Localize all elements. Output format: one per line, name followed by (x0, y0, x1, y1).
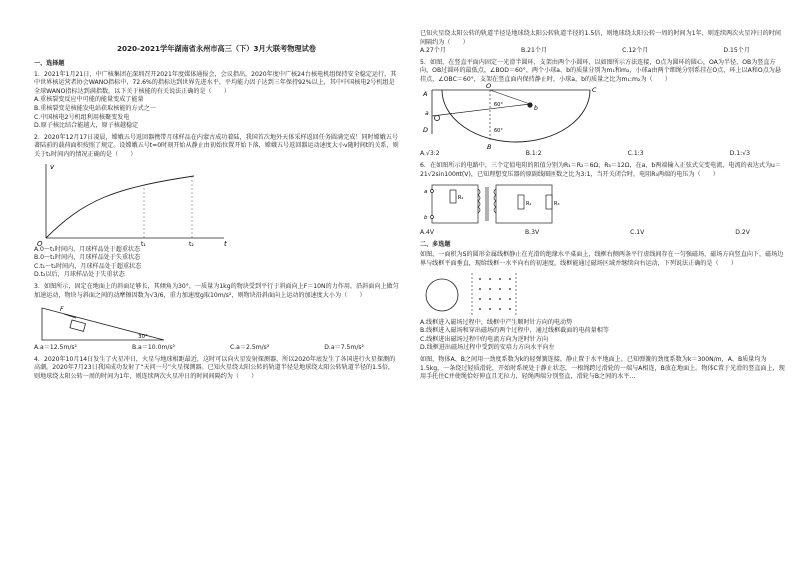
terminal-b (431, 216, 434, 219)
label-b: b (424, 215, 428, 222)
semicircle-figure (420, 84, 620, 150)
v-t-graph-figure (34, 160, 234, 246)
q3-option-b: B.a＝10.0m/s² (131, 344, 176, 352)
label-c: C (592, 86, 597, 95)
question-3-text: 3．如图所示，固定在地面上的斜面足够长，其倾角为30°，一质量为1kg的物块受到平行于斜面向上F＝10N的力作用，沿斜面向上做匀加速运动，物块与斜面之间的动摩擦因数为√3/6，重力加速度g取10m/s²，则物块沿斜面向上运动的加速度大小为（ ） (34, 282, 399, 299)
question-2 (34, 134, 399, 280)
question-4-start (34, 355, 399, 380)
origin-label: O (37, 239, 43, 248)
question-8 (420, 356, 785, 382)
q4-options-row (420, 47, 750, 56)
q5-option-b: B.1:2 (525, 150, 542, 158)
q3-option-a: A.a＝12.5m/s² (34, 344, 78, 352)
section-heading-choice: 一、选择题 (34, 60, 65, 67)
question-1 (34, 71, 399, 131)
label-b: B (487, 143, 492, 152)
q7-option-d: D.线框进出磁场过程中受到的安培力方向水平向左 (420, 344, 555, 352)
q2-option-d: D.t₂以后，月球样品处于失重状态 (34, 271, 125, 279)
q3-options-row (34, 344, 364, 353)
q6-option-b: B.3V (524, 229, 540, 237)
transformer-circuit-figure (420, 179, 620, 229)
q5-options-row (420, 150, 750, 159)
q4-option-a: A.27个月 (420, 47, 446, 54)
q4-option-c: C.12个月 (622, 47, 649, 54)
terminal-a (431, 190, 434, 193)
field-dots (479, 278, 511, 310)
q6-options-row (420, 229, 750, 238)
q2-option-c: C.t₁～t₂时间内，月球样品处于超重状态 (34, 262, 142, 270)
circular-loop (426, 279, 458, 311)
question-4-text-continued: 已知火星绕太阳公转的轨道半径是地球绕太阳公转轨道半径的1.5倍，则地球绕太阳公转一周的时间为1年，则连续两次火星冲日的时间间隔约为（ ） (420, 30, 781, 46)
v-axis-label: v (50, 162, 55, 171)
q5-option-c: C.1:3 (627, 150, 644, 158)
ball-a (434, 116, 439, 121)
rod-ad (432, 104, 530, 116)
resistor-r2 (518, 195, 524, 209)
q1-option-b: B.重核裂变是核能发电站获取核能的方式之一 (34, 104, 156, 112)
question-7 (420, 251, 785, 353)
q6-option-c: C.1V (630, 229, 645, 237)
q1-option-a: A.重核裂变反应中可能的能量变成了能量 (34, 96, 144, 104)
q1-option-d: D.原子核比结合能越大，原子核越稳定 (34, 122, 139, 130)
question-4-text: 4．2020年10月14日发生了火星冲日，火星与地球相距最近，这时可以向火星发射探测器，所以2020年底发生了各国进行火星探测的高潮。2020年7月23日我国成功发射了“天问一号”火星探测器。已知火星绕太阳公转的轨道半径是地球绕太阳公转轨道半径的1.5倍，则地球绕太阳公转一周的时间为1年，则连续两次火星冲日的时间间隔约为（ ） (34, 355, 396, 380)
page-title: 2020-2021学年湖南省永州市高三（下）3月大联考物理试卷 (117, 44, 316, 53)
magnetic-field-figure (420, 269, 620, 319)
label-a: a (424, 189, 428, 196)
label-a: A (423, 90, 428, 99)
ball-b-label: b (534, 105, 538, 113)
q7-option-b: B.线框进入磁场和穿出磁场的两个过程中，通过线框截面的电荷量相等 (420, 327, 609, 335)
question-6 (420, 162, 785, 238)
q3-option-d: D.a＝7.5m/s² (324, 344, 364, 352)
q1-option-c: C.中国核电2号机组利用核聚变发电 (34, 113, 130, 121)
ball-a-label: a (425, 110, 429, 118)
question-2-text: 2．2020年12月17日凌晨，嫦娥五号返回器携带月球样品在内蒙古成功着陆，我国首次地外天体采样返回任务圆满完成！同时嫦娥五号著陆前的载荷面积按照了规定。设嫦娥五号t=0时刻开始从静止由初始位置开始下落，嫦娥五号返回器运动速度大小v随时间t的关系，则关于t₁时间内的情况正确的是（ ） (34, 133, 399, 158)
q3-option-c: C.a＝2.5m/s² (229, 344, 270, 352)
t-axis-label: t (224, 239, 227, 248)
question-3 (34, 283, 399, 353)
label-r1: R₁ (458, 195, 464, 202)
q7-option-a: A.线框进入磁场过程中，线框中产生顺时针方向的电动势 (420, 318, 573, 326)
force-arrow (64, 314, 76, 318)
question-4-continued (420, 30, 785, 56)
section-heading-multi: 二、多选题 (420, 240, 451, 248)
block (70, 320, 86, 331)
v-t-curve (46, 176, 194, 238)
q6-option-d: D.2V (735, 229, 750, 237)
label-r2: R₂ (526, 201, 532, 208)
label-o: O (486, 82, 492, 91)
angle-label: 30° (138, 334, 148, 341)
angle-label-2: 60° (494, 128, 503, 135)
q2-option-b: B.0～t₁时间内，月球样品处于失重状态 (34, 254, 141, 262)
q7-option-c: C.线框进出磁场过程中的电流方向为逆时针方向 (420, 335, 549, 343)
resistor-r1 (450, 190, 456, 203)
t2-label: t₂ (189, 240, 194, 248)
resistor-r3 (546, 195, 552, 209)
question-8-text: 如图，物体A、B之间用一劲度系数为k的轻弹簧连接，静止置于水平地面上。已知弹簧的劲度系数为k＝300N/m，A、B质量均为1.5kg，一条绕过轻质滑轮，开始时系统处于静止状态，一根绳跨过滑轮的一端与A相连，B放在地面上。物体C置于光滑的竖直面上，现用手托住C并使绳恰好伸直且无拉力，轻绳两端分别竖直，滑轮与B之间的水平... (420, 355, 785, 381)
q6-option-a: A.4V (420, 229, 435, 237)
left-column (34, 60, 399, 380)
angle-label-1: 60° (494, 102, 503, 109)
question-5 (420, 59, 785, 159)
q5-option-a: A.√3:2 (420, 150, 440, 158)
incline-figure (34, 300, 174, 344)
question-1-text: 1．2021年1月21日，中广核集团在深圳召开2021年度媒体通报会，会议指出，2020年度中广核24台核电机组保持安全稳定运行，其中世界核运营者协会WANO指标中，72.6%的指标达到世界先进水平，平均能力因子达到三年保持92%以上，其中中国核电2号机组是全球WANO指标达到满指数。以下关于核能的有关说法正确的是（ ） (34, 70, 397, 95)
force-label: F (60, 306, 64, 314)
question-6-text: 6．在如图所示的电路中，三个定值电阻的阻值分别为R₁＝R₂＝6Ω，R₃＝12Ω，在a、b两端输入正弦式交变电流，电流的表达式为u＝21√2sin100πt(V)，已知理想变压器的原副线圈匝数之比为3:1，当开关闭合时，电阻R₃两端的电压为（ ） (420, 161, 782, 178)
q4-option-d: D.15个月 (723, 47, 750, 54)
question-7-text: 如图，一面积为S的圆形金属线框静止在光滑的绝缘水平桌面上，线框右侧两条平行虚线间存在一匀强磁场，磁场方向竖直向下，磁场边界与线框平面垂直，现给线框一水平向右的初速度，线框能通过磁场区域并继续向右运动，下列说法正确的是（ ） (420, 251, 784, 267)
question-5-text: 5．如图，在竖直平面内固定一光滑半圆环，支架由两个小圆环，以如图所示方法连接，O点为圆环的圆心，OA为半径，OB为竖直方向，OB过圆环的最低点，∠BOD＝60°，两个小球a、b的质量分别为m₁和m₂，小球a由两个细绳分别系挂在O点，环上以A和O点为悬挂点，∠OBC＝60°，支架在竖直面内保持静止时，小球a、b的质量之比为m₁:m₂为（ ） (420, 58, 781, 83)
q4-option-b: B.21个月 (521, 47, 548, 54)
right-column (420, 30, 785, 385)
ball-b (527, 103, 532, 108)
q5-option-d: D.1:√3 (729, 150, 750, 158)
t1-label: t₁ (141, 240, 146, 248)
semicircle-ring (442, 90, 590, 142)
label-r3: R₃ (554, 201, 560, 208)
q2-option-a: A.0～t₁时间内，月球样品处于超重状态 (34, 245, 141, 253)
label-d: D (423, 126, 429, 135)
